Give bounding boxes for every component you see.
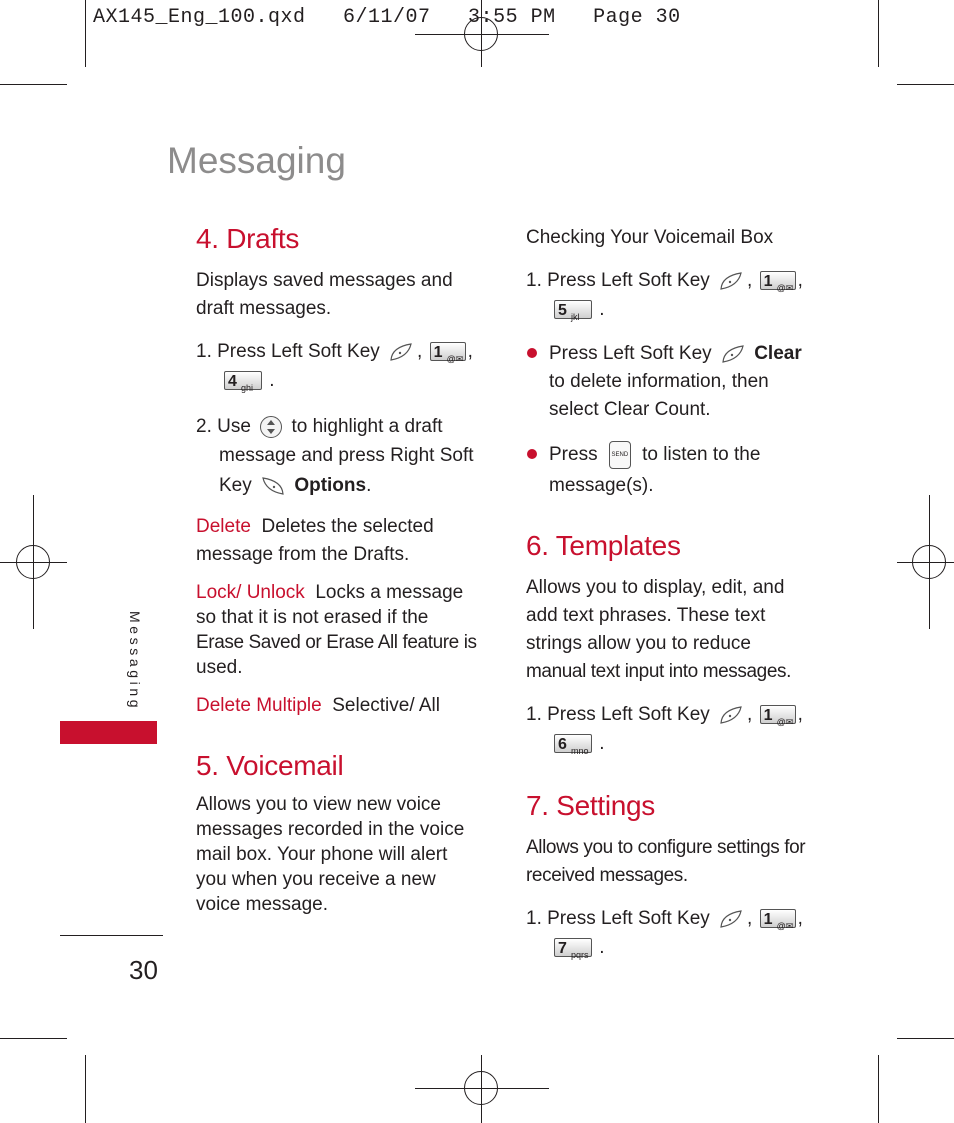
delete-option-label: Delete [196, 516, 251, 537]
voicemail-line-2: messages recorded in the voice [196, 819, 465, 840]
settings-line-1: Allows you to configure settings for [526, 837, 806, 858]
lock-option-label: Lock/ Unlock [196, 582, 305, 603]
key-5-icon: 5 jkl [554, 300, 592, 319]
key-1-icon: 1 @✉ [760, 271, 796, 290]
drafts-step-2-line-1: 2. Use to highlight a draft [196, 416, 443, 437]
drafts-heading: 4. Drafts [196, 223, 300, 254]
left-soft-key-icon [388, 341, 414, 363]
bullet-icon [527, 348, 537, 358]
templates-step-1: 1. Press Left Soft Key , 1 @✉ , [526, 704, 803, 728]
delete-option-line-1: Delete Deletes the selected [196, 516, 434, 537]
checking-step-1-cont: 5 jkl . [552, 296, 605, 324]
key-1-icon: 1 @✉ [760, 909, 796, 928]
templates-line-1: Allows you to display, edit, and [526, 577, 785, 598]
settings-step-1-cont: 7 pqrs . [552, 934, 605, 962]
key-4-icon: 4 ghi [224, 371, 262, 390]
key-1-icon: 1 @✉ [760, 705, 796, 724]
drafts-step-1: 1. Press Left Soft Key , 1 @✉ , [196, 341, 473, 365]
side-section-tab [60, 721, 157, 744]
voicemail-line-5: voice message. [196, 894, 329, 915]
drafts-step-1-text: 1. Press Left Soft Key [196, 341, 380, 362]
lock-option-line-3: Erase Saved or Erase All feature is [196, 632, 477, 653]
key-7-icon: 7 pqrs [554, 938, 592, 957]
checking-bullet-1-line-2: to delete information, then [549, 371, 769, 392]
templates-heading: 6. Templates [526, 530, 681, 561]
drafts-step-1-cont: 4 ghi . [222, 367, 275, 395]
lock-option-line-2: so that it is not erased if the [196, 607, 429, 628]
lock-option-line-4: used. [196, 657, 243, 678]
checking-bullet-2-line-2: message(s). [549, 475, 654, 496]
drafts-desc-line-2: draft messages. [196, 298, 332, 319]
side-section-label: Messaging [127, 611, 143, 712]
voicemail-line-3: mail box. Your phone will alert [196, 844, 448, 865]
voicemail-heading: 5. Voicemail [196, 750, 344, 781]
left-soft-key-icon [718, 704, 744, 726]
templates-line-3: strings allow you to reduce [526, 633, 751, 654]
bullet-icon [527, 449, 537, 459]
settings-heading: 7. Settings [526, 790, 656, 821]
settings-step-1: 1. Press Left Soft Key , 1 @✉ , [526, 908, 803, 932]
page-title: Messaging [167, 140, 346, 181]
delete-multiple-label: Delete Multiple [196, 695, 322, 716]
key-6-icon: 6 mno [554, 734, 592, 753]
nav-updown-icon [260, 416, 282, 438]
voicemail-line-4: you when you receive a new [196, 869, 436, 890]
settings-line-2: received messages. [526, 865, 688, 886]
delete-option-line-2: message from the Drafts. [196, 544, 410, 565]
templates-line-2: add text phrases. These text [526, 605, 766, 626]
lock-option-line-1: Lock/ Unlock Locks a message [196, 582, 464, 603]
checking-step-1: 1. Press Left Soft Key , 1 @✉ , [526, 270, 803, 294]
key-1-icon: 1 @✉ [430, 342, 466, 361]
voicemail-line-1: Allows you to view new voice [196, 794, 441, 815]
delete-multiple-option: Delete Multiple Selective/ All [196, 695, 440, 716]
checking-voicemail-subheading: Checking Your Voicemail Box [526, 227, 774, 248]
page-number: 30 [129, 955, 158, 985]
checking-bullet-1-line-3: select Clear Count. [549, 399, 711, 420]
left-soft-key-icon [718, 908, 744, 930]
templates-step-1-cont: 6 mno . [552, 730, 605, 758]
drafts-desc-line-1: Displays saved messages and [196, 270, 453, 291]
templates-line-4: manual text input into messages. [526, 661, 791, 682]
drafts-step-2-line-2: message and press Right Soft [219, 445, 474, 466]
left-soft-key-icon [718, 270, 744, 292]
checking-bullet-1-line-1: Press Left Soft Key Clear [549, 343, 802, 364]
left-soft-key-icon [720, 343, 746, 365]
print-slug: AX145_Eng_100.qxd 6/11/07 3:55 PM Page 30 [93, 6, 681, 29]
checking-bullet-2-line-1: Press SEND to listen to the [549, 441, 760, 469]
right-soft-key-icon [260, 475, 286, 497]
send-key-icon: SEND [609, 441, 631, 469]
drafts-step-2-line-3: Key Options. [219, 475, 372, 496]
